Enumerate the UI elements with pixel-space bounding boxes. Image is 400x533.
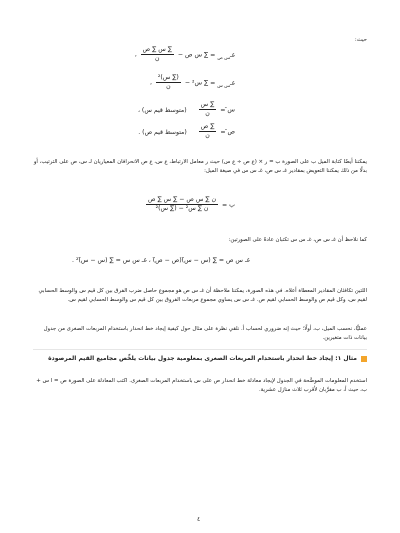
example-heading: مثال ١: إيجاد خط انحدار باستخدام المربعات الصغرى بمعلومية جدول بيانات يلخِّص مجاميع القيم المرصودة [33, 354, 367, 363]
formula-sxy-rhs: = ∑ س ص − [177, 51, 216, 59]
example-bullet-icon [361, 356, 367, 362]
paragraph-practical-note: عمليًّا، نحسب الميل، ب، أولًا؛ حيث إنه ضروري لحساب أ. نلقي نظرة على مثال حول كيفية إيجاد خط انحدار باستخدام المربعات الصغرى من جدول بيانات ذات متغيرين. [43, 326, 367, 341]
example-prompt: استخدم المعلومات الموضَّحة في الجدول لإيجاد معادلة خط انحدار ص على س باستخدام المربعات الصغرى. اكتب المعادلة على الصورة ص = ا س + ب، حيث أ، ب مقرَّبان لأقرب ثلاث منازل عشرية. [36, 378, 367, 393]
section-divider [33, 349, 367, 350]
page-number: ٤ [197, 516, 201, 523]
formula-sxx: غـ$_{س س}$ = ∑ س² − $\frac{\text{(∑ س)²}}{\text{ن}}$ ، [149, 74, 235, 90]
formula-alt-forms: غـ س ص = ∑ (س − س̄)(ص − ص̄) ، غـ س س = ∑ (س − س̄)² . [72, 257, 250, 264]
formula-mean-x: س̄ = $\frac{\text{∑ س}}{\text{ن}}$ (متوسط قيم س) ، [137, 101, 235, 117]
paragraph-explanation: اللتين تكافئان المقادير المعطاة أعلاه. في هذه الصورة، يمكننا ملاحظة أن غـ س ص هو مجموع حاصل ضرب الفرق بين كل قيم س والوسط الحسابي لقيم س، وكل قيم ص والوسط الحسابي لقيم ص. غـ س س يساوي مجموع مربعات الفروق بين كل قيم س والوسط الحسابي لقيم س. [38, 288, 367, 303]
formula-mean-y: ص̄ = $\frac{\text{∑ ص}}{\text{ن}}$ (متوسط قيم ص) . [138, 123, 235, 139]
formula-slope-b: ب = $\frac{\text{ن ∑ س ص − ∑ س ∑ ص}}{\text{ن ∑ س² − (∑ س)²}}$ [148, 196, 235, 212]
intro-where: حيث: [354, 37, 367, 43]
formula-sxy: غـ$_{س ص}$ = ∑ س ص − $\frac{\text{∑ س ∑ ص}}{\text{ن}}$ ، [134, 46, 235, 62]
formula-sxy-lhs: غـ$_{س ص}$ [217, 51, 235, 61]
formula-sxx-lhs: غـ$_{س س}$ [217, 79, 235, 89]
formula-sxx-fraction: $\frac{\text{(∑ س)²}}{\text{ن}}$ [157, 74, 179, 90]
paragraph-slope-alternative: يمكننا أيضًا كتابة الميل ب على الصورة ب = ر × (ع ص ÷ ع س) حيث ر معامل الارتباط، ع س، ع ص الانحرافان المعياريان لـ س، ص على الترتيب، أو بدلًا من ذلك يمكننا التعويض بمقادير غـ س ص، غـ س س في صيغة الميل: [33, 159, 367, 174]
paragraph-alt-forms: كما نلاحظ أن غـ س ص، غـ س س تكتبان عادةً على الصورتين: [228, 237, 367, 243]
formula-sxx-rhs: = ∑ س² − [184, 79, 216, 87]
formula-sxy-fraction: $\frac{\text{∑ س ∑ ص}}{\text{ن}}$ [142, 46, 172, 62]
